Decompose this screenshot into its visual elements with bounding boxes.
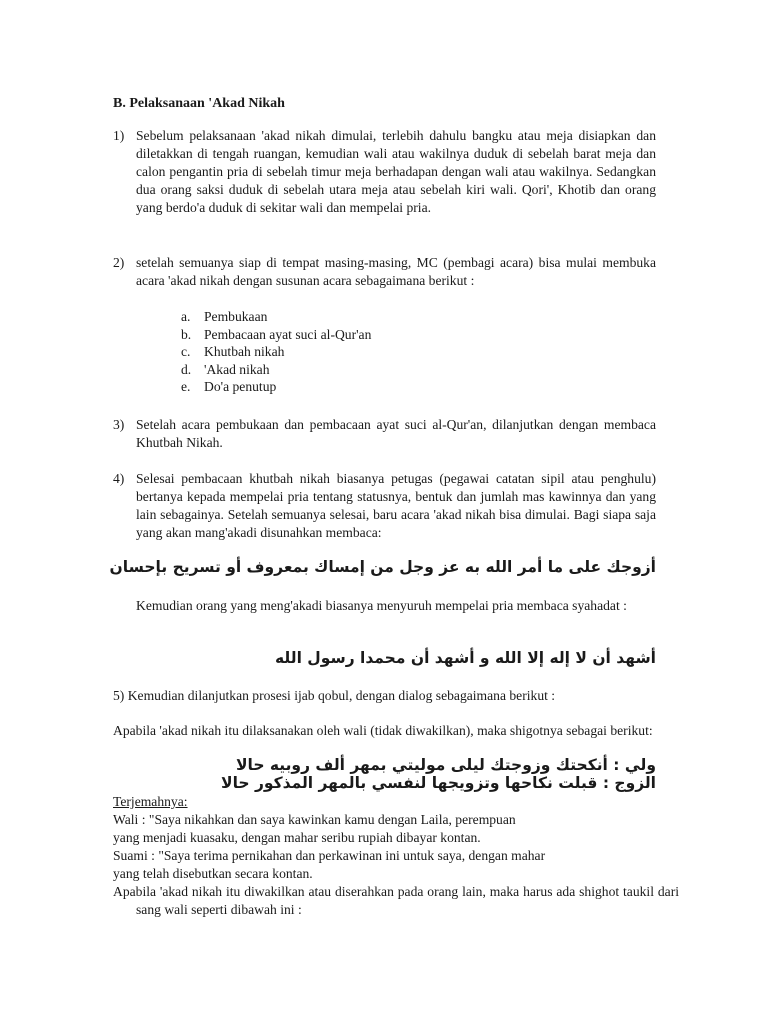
sublist-item: d. 'Akad nikah (181, 361, 270, 377)
syahadat-paragraph: Kemudian orang yang meng'akadi biasanya menyuruh mempelai pria membaca syahadat : (136, 598, 627, 613)
list-item-3 (113, 416, 656, 452)
translation-line: Wali : "Saya nikahkan dan saya kawinkan kamu dengan Laila, perempuan (113, 812, 516, 827)
item-number: 1) (113, 128, 125, 143)
item-text: setelah semuanya siap di tempat masing-masing, MC (pembagi acara) bisa mulai membuka acara 'akad nikah dengan susunan acara sebagaimana berikut : (136, 255, 656, 288)
agenda-sublist (181, 308, 371, 396)
arabic-zauj-line: الزوج : قبلت نكاحها وتزويجها لنفسي بالمهر المذكور حالا (221, 774, 656, 792)
arabic-wali-line: ولي : أنكحتك وزوجتك ليلى موليتي بمهر ألف روبيه حالا (235, 756, 656, 774)
item-text: Selesai pembacaan khutbah nikah biasanya petugas (pegawai catatan sipil atau penghulu) bertanya kepada mempelai pria tentang statusnya, bentuk dan jumlah mas kawinnya dan yang lain sebagainya. Setelah semuanya selesai, baru acara 'akad nikah bisa dimulai. Bagi siapa saja yang akan mang'akadi disunahkan membaca: (136, 471, 656, 540)
sublist-item: b. Pembacaan ayat suci al-Qur'an (181, 326, 372, 342)
section-heading: B. Pelaksanaan 'Akad Nikah (113, 96, 285, 111)
item-number: 3) (113, 417, 125, 432)
translation-line: Suami : "Saya terima pernikahan dan perkawinan ini untuk saya, dengan mahar (113, 848, 546, 863)
list-item-2 (113, 254, 656, 290)
sublist-item: e. Do'a penutup (181, 379, 277, 394)
arabic-ijab-text: أزوجك على ما أمر الله به عز وجل من إمساك بمعروف أو تسريح بإحسان (109, 558, 656, 576)
list-item-5: 5) Kemudian dilanjutkan prosesi ijab qobul, dengan dialog sebagaimana berikut : (113, 688, 556, 703)
sublist-item: a. Pembukaan (181, 309, 268, 324)
list-item-1 (113, 127, 656, 217)
translation-line: yang menjadi kuasaku, dengan mahar seribu rupiah dibayar kontan. (113, 830, 481, 845)
item-text: Sebelum pelaksanaan 'akad nikah dimulai, terlebih dahulu bangku atau meja disiapkan dan diletakkan di tengah ruangan, kemudian wali atau wakilnya duduk di sebelah barat meja dan calon pengantin pria di sebelah timur meja berhadapan dengan wali atau wakilnya. Sedangkan dua orang saksi duduk di sebelah utara meja atau sebelah kiri wali. Qori', Khotib dan orang yang berdo'a duduk di sekitar wali dan mempelai pria. (136, 128, 656, 215)
wali-paragraph: Apabila 'akad nikah itu dilaksanakan oleh wali (tidak diwakilkan), maka shigotnya sebagai berikut: (113, 723, 653, 738)
translation-label: Terjemahnya: (113, 794, 188, 809)
arabic-syahadat-text: أشهد أن لا إله إلا الله و أشهد أن محمدا رسول الله (275, 649, 656, 667)
translation-line: yang telah disebutkan secara kontan. (113, 866, 313, 881)
item-number: 4) (113, 471, 125, 486)
list-item-4 (113, 470, 656, 542)
item-text: Setelah acara pembukaan dan pembacaan ayat suci al-Qur'an, dilanjutkan dengan membaca Khutbah Nikah. (136, 417, 656, 450)
sublist-item: c. Khutbah nikah (181, 344, 285, 359)
taukil-paragraph: Apabila 'akad nikah itu diwakilkan atau diserahkan pada orang lain, maka harus ada shighot taukil dari sang wali seperti dibawah ini : (113, 884, 679, 917)
item-number: 2) (113, 255, 125, 270)
